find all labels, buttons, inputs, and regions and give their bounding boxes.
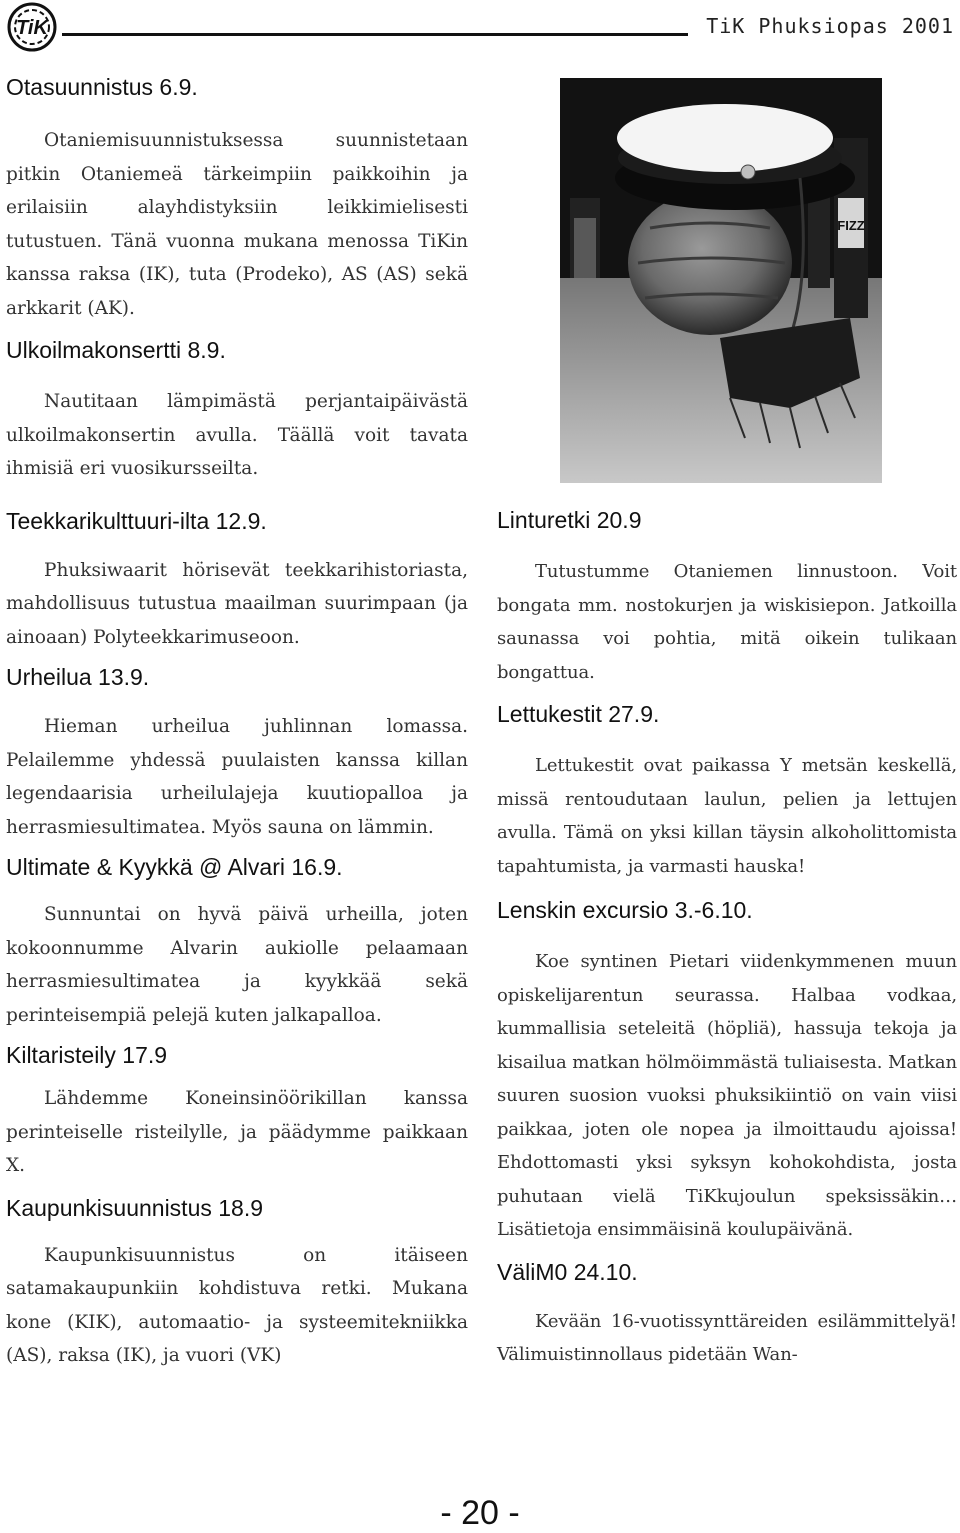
section-text: Lettukestit ovat paikassa Y metsän keskellä, missä rentoudutaan laulun, pelien ja lettujen avulla. Tämä on yksi killan täysin alkoholittomista tapahtumista, ja varmasti hauska!: [497, 755, 957, 877]
page-header: [0, 0, 960, 56]
section-text: Kaupunkisuunnistus on itäiseen satamakaupunkiin kohdistuva retki. Mukana kone (KIK), automaatio- ja systeemitekniikka (AS), raksa (IK), ja vuori (VK): [6, 1244, 468, 1366]
section-heading: Linturetki 20.9: [497, 507, 642, 533]
section-text: Sunnuntai on hyvä päivä urheilla, joten kokoonnumme Alvarin aukiolle pelaamaan herrasmiesultimatea ja kyykkää sekä perinteisempiä pelejä kuten jalkapalloa.: [6, 904, 468, 1026]
section-text: Lähdemme Koneinsinöörikillan kanssa perinteiselle risteilylle, ja päädymme paikkaan X.: [6, 1088, 468, 1176]
section-heading: Kiltaristeily 17.9: [6, 1042, 168, 1068]
section-text: Phuksiwaarit hörisevät teekkarihistoriasta, mahdollisuus tutustua maailman suurimpaan (ja ainoaan) Polyteekkarimuseoon.: [6, 559, 468, 648]
section-heading: Lenskin excursio 3.-6.10.: [497, 897, 753, 923]
section-lenskin-excursio: [497, 895, 957, 1247]
section-heading: Lettukestit 27.9.: [497, 701, 660, 727]
section-ulkoilmakonsertti: [6, 335, 468, 486]
section-teekkarikulttuuri: [6, 506, 468, 655]
section-otasuunnistus: [6, 72, 468, 325]
section-heading: Ulkoilmakonsertti 8.9.: [6, 337, 226, 363]
section-heading: Ultimate & Kyykkä @ Alvari 16.9.: [6, 854, 343, 880]
page-number: - 20 -: [440, 1494, 520, 1532]
section-text: Tutustumme Otaniemen linnustoon. Voit bongata mm. nostokurjen ja wiskisiepon. Jatkoilla saunassa voi pohtia, mitä oikein tulikaan bongattua.: [497, 561, 957, 683]
bottle-label: FIZZ: [837, 218, 865, 233]
left-column: [6, 72, 468, 1373]
section-lettukestit: [497, 699, 957, 883]
section-text: Otaniemisuunnistuksessa suunnistetaan pitkin Otaniemeä tärkeimpiin paikkoihin ja erilaisiin alayhdistyksiin leikkimielisesti tutustuen. Tänä vuonna mukana menossa TiKin kanssa raksa (IK), tuta (Prodeko), AS (AS) sekä arkkarit (AK).: [6, 130, 468, 319]
section-urheilua: [6, 662, 468, 844]
section-kaupunkisuunnistus: [6, 1193, 468, 1373]
section-heading: Otasuunnistus 6.9.: [6, 74, 198, 100]
section-valim0: [497, 1257, 957, 1372]
tik-logo: [4, 2, 60, 52]
section-text: Koe syntinen Pietari viidenkymmenen muun opiskelijarentun seurassa. Halbaa vodkaa, kummallisia seteleitä (höpliä), hassuja tekoja ja kisailua matkan hölmöimmästä tuliaisesta. Matkan suuren suosion vuoksi phuksikiintiö on vain viisi paikkaa, joten ole nopea ja ilmoittaudu ajoissa! Ehdottomasti yksi syksyn kohokohdista, josta puhutaan vielä TiKkujoulun speksissäkin… Lisätietoja ensimmäisinä koulupäivänä.: [497, 951, 958, 1240]
publication-title: TiK Phuksiopas 2001: [706, 14, 954, 38]
section-ultimate-kyykka: [6, 852, 468, 1032]
section-heading: VäliM0 24.10.: [497, 1258, 638, 1285]
section-kiltaristeily: [6, 1040, 468, 1183]
section-heading: Kaupunkisuunnistus 18.9: [6, 1194, 264, 1221]
section-heading: Teekkarikulttuuri-ilta 12.9.: [6, 507, 267, 534]
header-rule: [62, 33, 688, 36]
logo-text: TiK: [16, 17, 48, 39]
section-text: Hieman urheilua juhlinnan lomassa. Pelailemme yhdessä puulaisten kanssa killan legendaarisia urheilulajeja kuutiopalloa ja herrasmiesultimatea. Myös sauna on lämmin.: [6, 716, 468, 838]
section-text: Kevään 16-vuotissynttäreiden esilämmittelyä! Välimuistinnollaus pidetään Wan-: [497, 1310, 957, 1365]
section-text: Nautitaan lämpimästä perjantaipäivästä ulkoilmakonsertin avulla. Täällä voit tavata ihmisiä eri vuosikursseilta.: [6, 391, 468, 479]
section-heading: Urheilua 13.9.: [6, 664, 150, 690]
student-cap-photo: [560, 78, 882, 483]
right-column: [497, 505, 957, 1372]
section-linturetki: [497, 505, 957, 689]
